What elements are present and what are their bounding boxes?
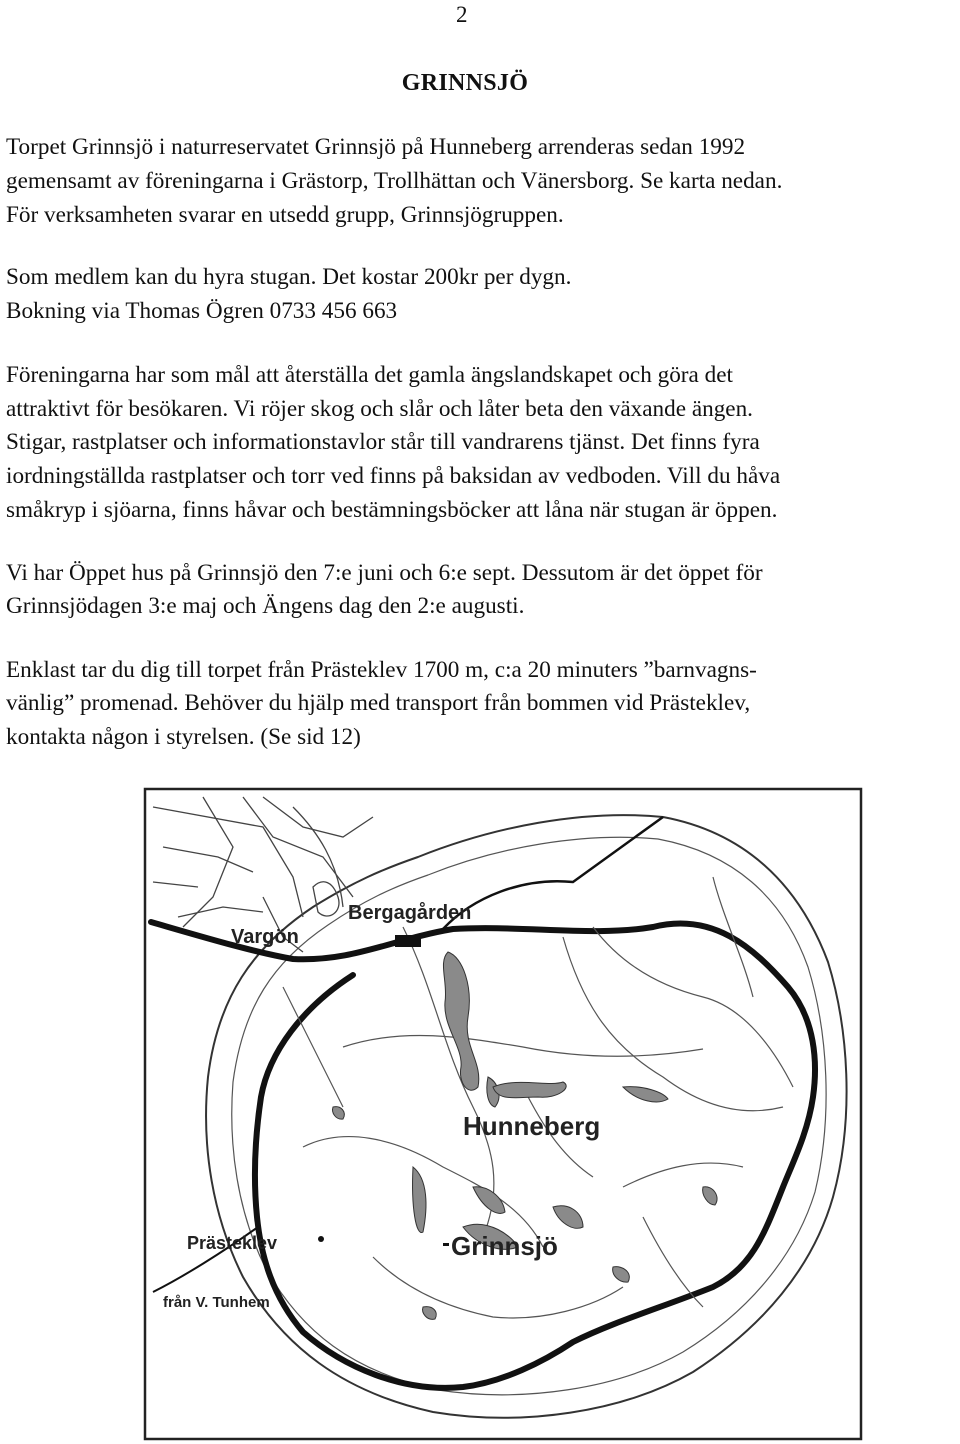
label-bergagarden: Bergagården <box>348 902 472 924</box>
page-number: 2 <box>456 2 468 27</box>
text-line: Torpet Grinnsjö i naturreservatet Grinnsjö på Hunneberg arrenderas sedan 1992 <box>6 134 746 160</box>
text-line: småkryp i sjöarna, finns håvar och bestämningsböcker att låna när stugan är öppen. <box>6 497 778 523</box>
label-grinnsjo: Grinnsjö <box>451 1231 558 1261</box>
prasteklev-marker <box>318 1236 324 1242</box>
text-line: Föreningarna har som mål att återställa det gamla ängslandskapet och göra det <box>6 362 733 388</box>
text-line: attraktivt för besökaren. Vi röjer skog och slår och låter beta den växande ängen. <box>6 396 753 422</box>
text-line: Grinnsjödagen 3:e maj och Ängens dag den 2:e augusti. <box>6 593 525 619</box>
text-line: gemensamt av föreningarna i Grästorp, Trollhättan och Vänersborg. Se karta nedan. <box>6 168 783 194</box>
text-line: Bokning via Thomas Ögren 0733 456 663 <box>6 298 398 324</box>
page-title: GRINNSJÖ <box>401 70 529 96</box>
text-line: Vi har Öppet hus på Grinnsjö den 7:e juni och 6:e sept. Dessutom är det öppet för <box>6 560 763 586</box>
bergagarden-marker <box>395 935 421 947</box>
grinnsjo-marker <box>443 1243 449 1246</box>
label-vargon: Vargön <box>231 926 299 948</box>
text-line: Stigar, rastplatser och informationstavlor står till vandrarens tjänst. Det finns fyra <box>6 429 760 455</box>
label-hunneberg: Hunneberg <box>463 1111 601 1141</box>
text-line: Enklast tar du dig till torpet från Prästeklev 1700 m, c:a 20 minuters ”barnvagns- <box>6 657 757 683</box>
label-prasteklev: Prästeklev <box>187 1233 278 1253</box>
text-line: För verksamheten svarar en utsedd grupp, Grinnsjögruppen. <box>6 202 564 228</box>
label-tunhem: från V. Tunhem <box>163 1294 270 1311</box>
text-line: kontakta någon i styrelsen. (Se sid 12) <box>6 724 361 750</box>
text-line: Som medlem kan du hyra stugan. Det kostar 200kr per dygn. <box>6 264 572 290</box>
map <box>143 787 863 1441</box>
text-line: iordningställda rastplatser och torr ved finns på baksidan av vedboden. Vill du håva <box>6 463 781 489</box>
text-line: vänlig” promenad. Behöver du hjälp med transport från bommen vid Prästeklev, <box>6 690 751 716</box>
